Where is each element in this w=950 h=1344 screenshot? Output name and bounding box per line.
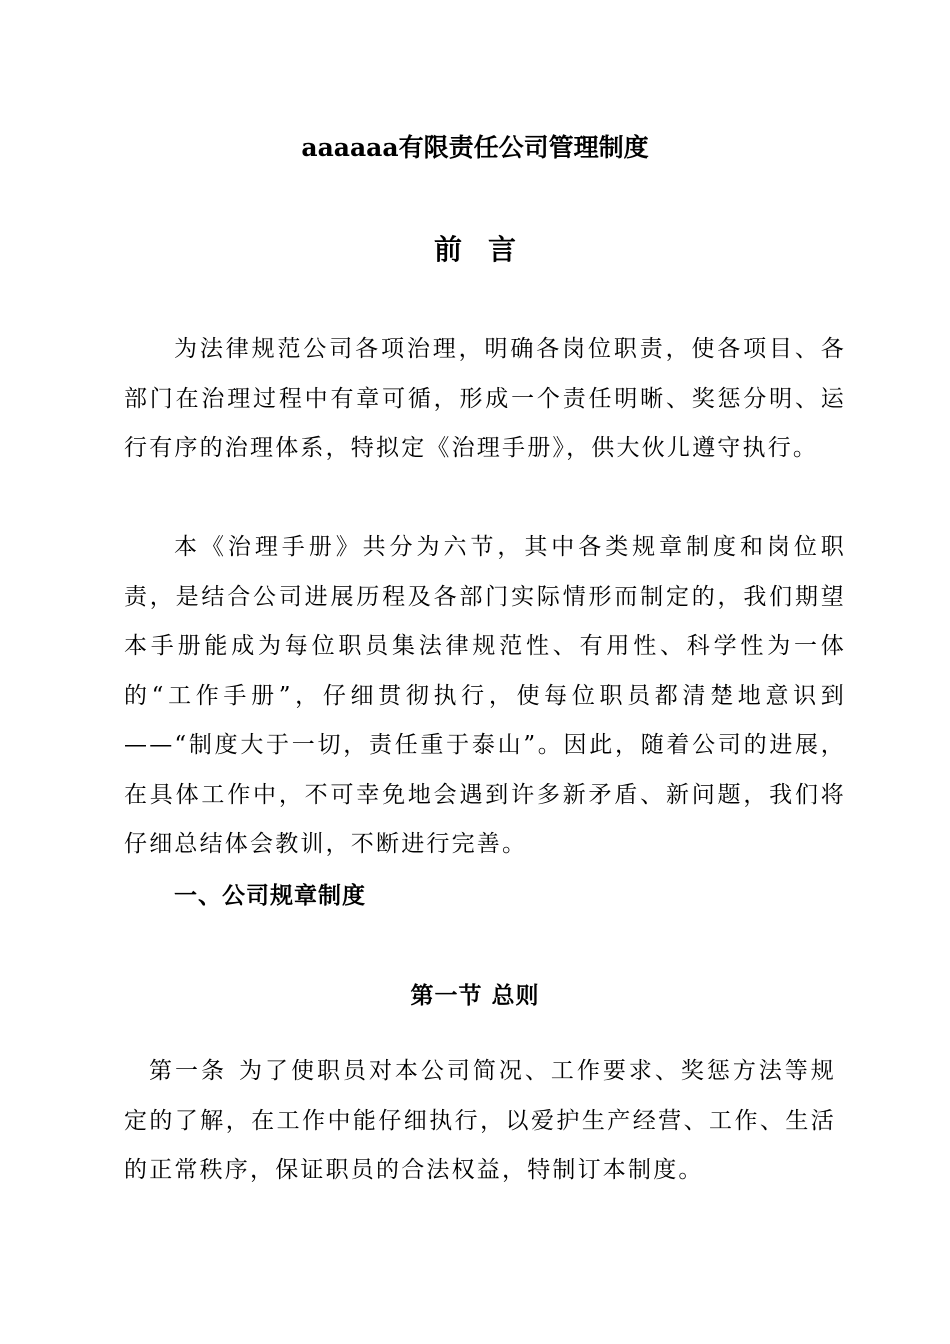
- preface-heading: 前言: [433, 233, 542, 266]
- preface-paragraph: 为法律规范公司各项治理，明确各岗位职责，使各项目、各部门在治理过程中有章可循，形成一个责任明晰、奖惩分明、运行有序的治理体系，特拟定《治理手册》，供大伙儿遵守执行。: [124, 336, 846, 461]
- article-paragraph: [124, 1047, 836, 1196]
- preface-paragraph-1-block: [124, 325, 846, 474]
- article-block: [124, 1047, 836, 1196]
- article-text: 为了使职员对本公司简况、工作要求、奖惩方法等规定的了解，在工作中能仔细执行，以爱护生产经营、工作、生活的正常秩序，保证职员的合法权益，特制订本制度。: [124, 1058, 836, 1183]
- article-label: 第一条: [149, 1058, 227, 1084]
- preface-paragraph: 本《治理手册》共分为六节，其中各类规章制度和岗位职责，是结合公司进展历程及各部门实际情形而制定的，我们期望本手册能成为每位职员集法律规范性、有用性、科学性为一体的“工作手册”，仔细贯彻执行，使每位职员都清楚地意识到——“制度大于一切，责任重于泰山”。因此，随着公司的进展，在具体工作中，不可幸免地会遇到许多新矛盾、新问题，我们将仔细总结体会教训，不断进行完善。: [124, 534, 846, 857]
- preface-paragraph-2-block: [124, 523, 846, 870]
- subsection-heading: 第一节 总则: [410, 982, 540, 1009]
- section-heading: 一、公司规章制度: [174, 882, 366, 909]
- document-title: aaaaaa有限责任公司管理制度: [301, 133, 649, 162]
